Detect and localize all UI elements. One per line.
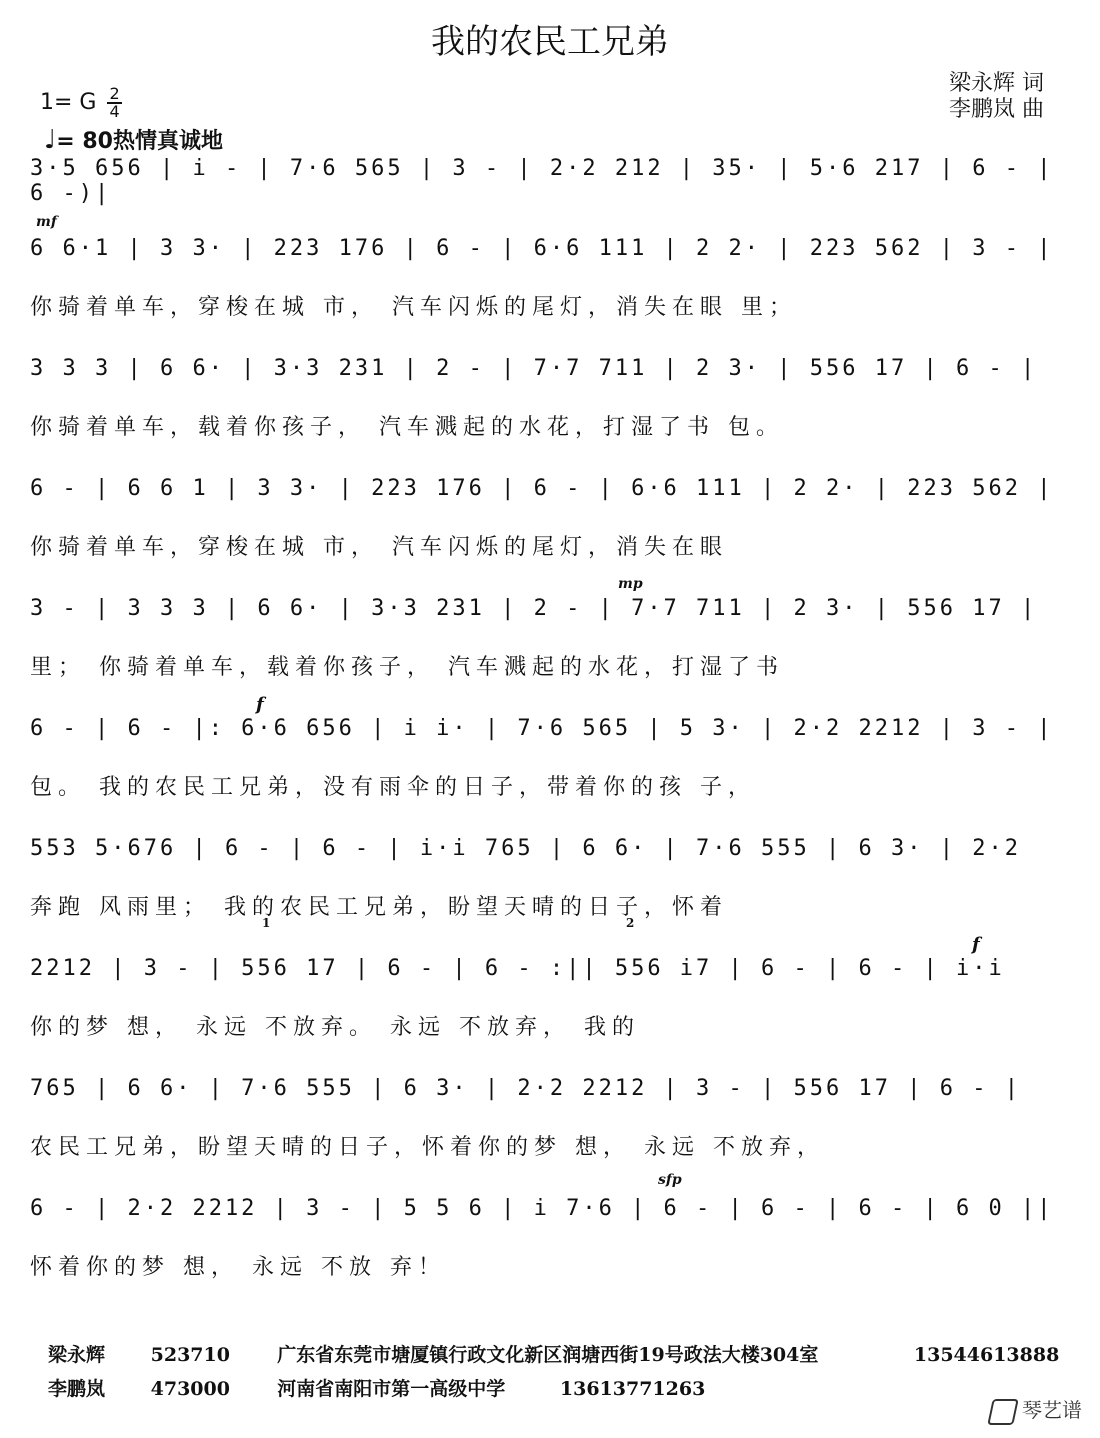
page-title: 我的农民工兄弟 [431, 22, 669, 62]
lyricist-credit: 梁永辉 词 [949, 71, 1044, 96]
lyric-line: 里； 你骑着单车，载着你孩子， 汽车溅起的水花，打湿了书 [30, 655, 784, 680]
contact-name: 李鹏岚 [48, 1378, 106, 1400]
lyric-line: 你骑着单车，穿梭在城 市， 汽车闪烁的尾灯，消失在眼 [30, 535, 728, 560]
notes-text: 3·5 656 | i - | 7·6 565 | 3 - | 2·2 212 | 35· | 5·6 217 | 6 - | 6 -)| [30, 156, 1054, 206]
notes-line [30, 712, 1070, 752]
lyric-line: 奔跑 风雨里； 我的农民工兄弟，盼望天晴的日子，怀着 [30, 895, 728, 920]
notes-line [30, 952, 1070, 992]
dynamic-mp: mp [618, 576, 643, 592]
volta-first: 1 [262, 916, 271, 930]
contact-row [48, 1340, 1059, 1367]
notes-line [30, 592, 1070, 632]
time-signature [107, 86, 121, 120]
notes-text: 6 - | 6 - |: 6·6 656 | i i· | 7·6 565 | 5 3· | 2·2 2212 | 3 - | [30, 716, 1054, 741]
contact-phone: 13544613888 [913, 1344, 1060, 1366]
notes-text: 3 - | 3 3 3 | 6 6· | 3·3 231 | 2 - | 7·7 711 | 2 3· | 556 17 | [30, 596, 1038, 621]
lyric-line: 你骑着单车，穿梭在城 市， 汽车闪烁的尾灯，消失在眼 里； [30, 295, 797, 320]
tempo-marking [44, 124, 223, 155]
contact-zip: 473000 [150, 1378, 230, 1400]
quarter-note-icon: ♩ [44, 125, 57, 155]
notes-line [30, 1192, 1070, 1232]
notes-text: 2212 | 3 - | 556 17 | 6 - | 6 - :|| 556 i7 | 6 - | 6 - | i·i [30, 956, 1005, 981]
key-signature [40, 86, 122, 120]
logo-icon [987, 1399, 1019, 1425]
watermark-logo [990, 1394, 1082, 1425]
notes-text: 6 6·1 | 3 3· | 223 176 | 6 - | 6·6 111 | 2 2· | 223 562 | 3 - | [30, 236, 1054, 261]
dynamic-f: f [256, 694, 264, 715]
notes-line [30, 1072, 1070, 1112]
time-signature-top: 2 [109, 84, 120, 103]
notes-line [30, 152, 1070, 206]
lyric-line: 农民工兄弟，盼望天晴的日子，怀着你的梦 想， 永远 不放弃， [30, 1135, 825, 1160]
contact-row [48, 1374, 705, 1401]
contact-address: 河南省南阳市第一高级中学 [277, 1378, 506, 1400]
dynamic-f-2: f [972, 934, 980, 955]
contact-phone: 13613771263 [559, 1378, 706, 1400]
notes-text: 6 - | 2·2 2212 | 3 - | 5 5 6 | i 7·6 | 6 - | 6 - | 6 - | 6 0 || [30, 1196, 1054, 1221]
notes-line [30, 232, 1070, 272]
lyric-line: 包。 我的农民工兄弟，没有雨伞的日子，带着你的孩 子， [30, 775, 756, 800]
tempo-text: = 80热情真诚地 [56, 129, 223, 154]
notes-line [30, 352, 1070, 392]
dynamic-mf: mf [36, 214, 57, 230]
watermark-text: 琴艺谱 [1022, 1398, 1082, 1422]
notes-line [30, 472, 1070, 512]
notes-text: 3 3 3 | 6 6· | 3·3 231 | 2 - | 7·7 711 | 2 3· | 556 17 | 6 - | [30, 356, 1038, 381]
lyric-line: 你骑着单车，载着你孩子， 汽车溅起的水花，打湿了书 包。 [30, 415, 784, 440]
notes-text: 6 - | 6 6 1 | 3 3· | 223 176 | 6 - | 6·6 111 | 2 2· | 223 562 | [30, 476, 1054, 501]
key-text: 1= G [40, 90, 97, 115]
dynamic-sfp: sfp [658, 1172, 682, 1188]
notes-text: 765 | 6 6· | 7·6 555 | 6 3· | 2·2 2212 | 3 - | 556 17 | 6 - | [30, 1076, 1021, 1101]
notes-line [30, 832, 1070, 872]
time-signature-bottom: 4 [109, 102, 120, 121]
lyric-line: 怀着你的梦 想， 永远 不放 弃！ [30, 1255, 446, 1280]
volta-second: 2 [626, 916, 635, 930]
contact-name: 梁永辉 [48, 1344, 106, 1366]
notes-text: 553 5·676 | 6 - | 6 - | i·i 765 | 6 6· | 7·6 555 | 6 3· | 2·2 [30, 836, 1021, 861]
lyric-line: 你的梦 想， 永远 不放弃。 永远 不放弃， 我的 [30, 1015, 640, 1040]
contact-address: 广东省东莞市塘厦镇行政文化新区润塘西街19号政法大楼304室 [277, 1344, 819, 1366]
contact-zip: 523710 [150, 1344, 230, 1366]
composer-credit: 李鹏岚 曲 [949, 97, 1044, 122]
